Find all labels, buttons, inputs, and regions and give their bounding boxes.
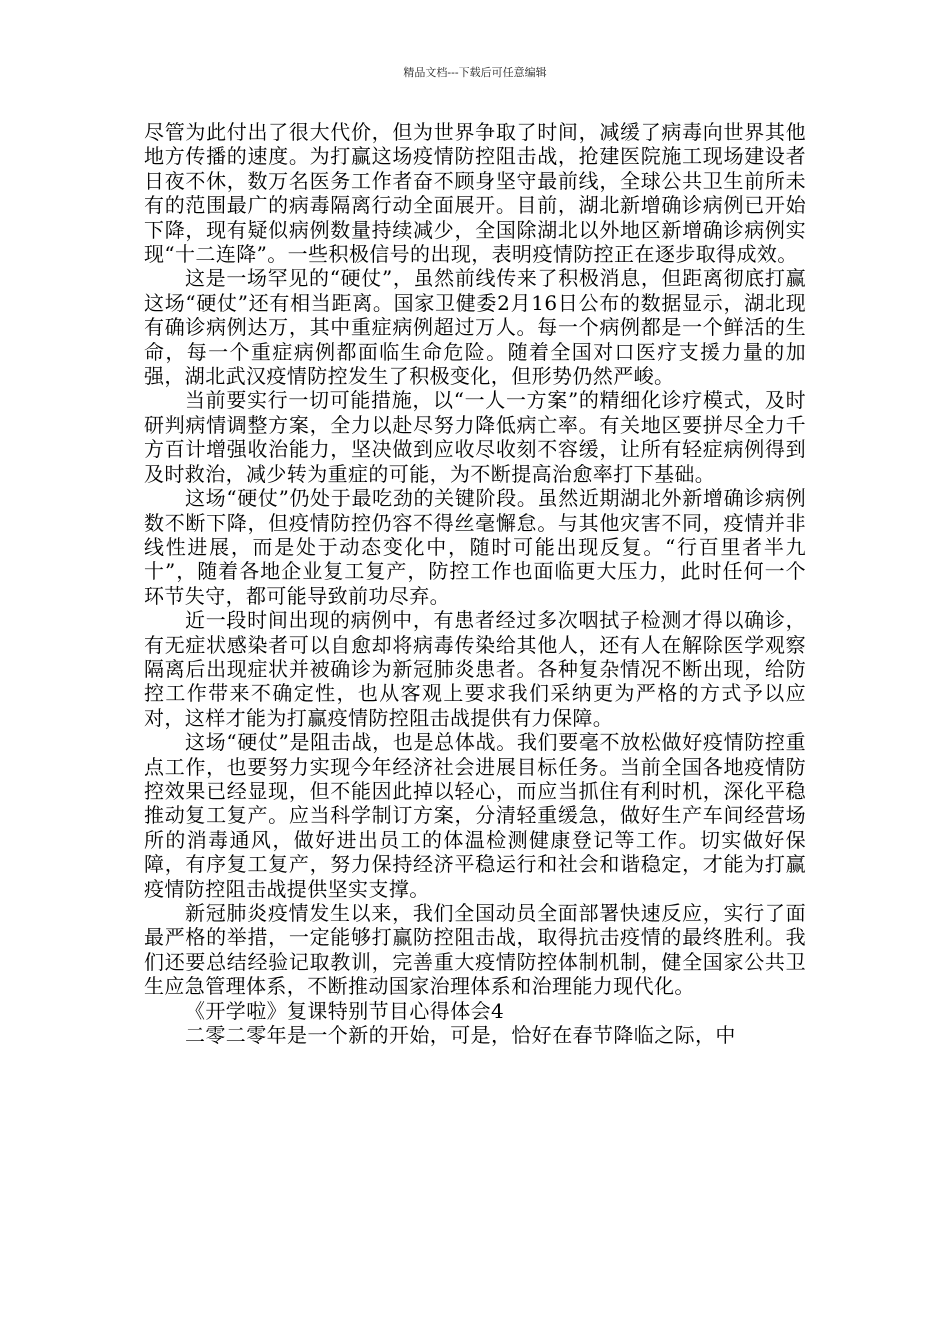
paragraph-overall-battle: 这场“硬仗”是阻击战，也是总体战。我们要毫不放松做好疫情防控重点工作，也要努力实现今年经济社会进展目标任务。当前全国各地疫情防控效果已经显现，但不能因此掉以轻心，而应当抓住有利时机，深化平稳推动复工复产。应当科学制订方案，分清轻重缓急，做好生产车间经营场所的消毒通风，做好进出员工的体温检测健康登记等工作。切实做好保障，有序复工复产，努力保持经济平稳运行和社会和谐稳定，才能为打赢疫情防控阻击战提供坚实支撑。 <box>144 730 806 901</box>
paragraph-hard-battle: 这是一场罕见的“硬仗”，虽然前线传来了积极消息，但距离彻底打赢这场“硬仗”还有相当距离。国家卫健委2月16日公布的数据显示，湖北现有确诊病例达万，其中重症病例超过万人。每一个病例都是一个鲜活的生命，每一个重症病例都面临生命危险。随着全国对口医疗支援力量的加强，湖北武汉疫情防控发生了积极变化，但形势仍然严峻。 <box>144 266 806 389</box>
section-heading: 《开学啦》复课特别节目心得体会4 <box>185 998 505 1023</box>
paragraph-continued: 尽管为此付出了很大代价，但为世界争取了时间，减缓了病毒向世界其他地方传播的速度。为打赢这场疫情防控阻击战，抢建医院施工现场建设者日夜不休，数万名医务工作者奋不顾身坚守最前线，全球公共卫生前所未有的范围最广的病毒隔离行动全面展开。目前，湖北新增确诊病例已开始下降，现有疑似病例数量持续减少，全国除湖北以外地区新增确诊病例实现“十二连降”。一些积极信号的出现，表明疫情防控正在逐步取得成效。 <box>144 120 806 267</box>
document-body <box>144 120 806 1047</box>
paragraph-recent-cases: 近一段时间出现的病例中，有患者经过多次咽拭子检测才得以确诊，有无症状感染者可以自愈却将病毒传染给其他人，还有人在解除医学观察隔离后出现症状并被确诊为新冠肺炎患者。各种复杂情况不断出现，给防控工作带来不确定性，也从客观上要求我们采纳更为严格的方式予以应对，这样才能为打赢疫情防控阻击战提供有力保障。 <box>144 608 806 730</box>
page-header-note: 精品文档---下载后可任意编辑 <box>403 66 547 79</box>
paragraph-treatment-measures: 当前要实行一切可能措施，以“一人一方案”的精细化诊疗模式，及时研判病情调整方案，全力以赴尽努力降低病亡率。有关地区要拼尽全力千方百计增强收治能力，坚决做到应收尽收刻不容缓，让所有轻症病例得到及时救治，减少转为重症的可能，为不断提高治愈率打下基础。 <box>144 388 806 486</box>
paragraph-critical-stage: 这场“硬仗”仍处于最吃劲的关键阶段。虽然近期湖北外新增确诊病例数不断下降，但疫情防控仍容不得丝毫懈怠。与其他灾害不同，疫情并非线性进展，而是处于动态变化中，随时可能出现反复。“行百里者半九十”，随着各地企业复工复产，防控工作也面临更大压力，此时任何一个环节失守，都可能导致前功尽弃。 <box>144 486 806 608</box>
paragraph-new-section-start: 二零二零年是一个新的开始，可是，恰好在春节降临之际，中 <box>185 1023 736 1048</box>
paragraph-conclusion: 新冠肺炎疫情发生以来，我们全国动员全面部署快速反应，实行了面最严格的举措，一定能够打赢防控阻击战，取得抗击疫情的最终胜利。我们还要总结经验记取教训，完善重大疫情防控体制机制，健全国家公共卫生应急管理体系，不断推动国家治理体系和治理能力现代化。 <box>144 901 806 999</box>
